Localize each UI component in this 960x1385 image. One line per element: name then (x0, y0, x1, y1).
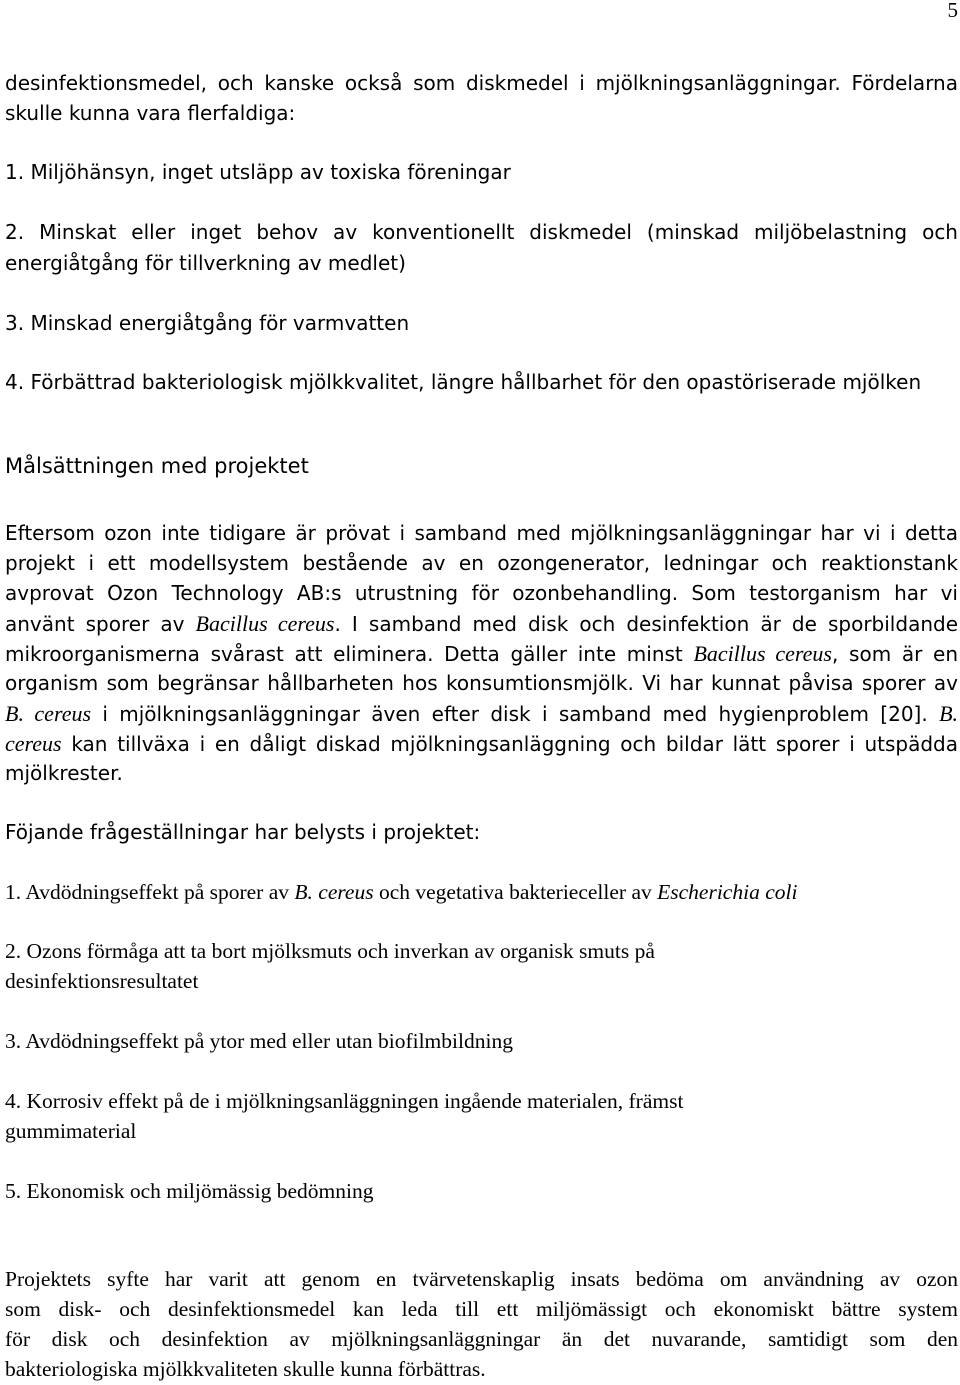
species-bacillus-cereus: Bacillus cereus (195, 611, 335, 636)
body-line-7-text-b: i mjölkningsanläggningar även efter disk i samband med hygienproblem [20]. (91, 702, 940, 726)
question-1-text-a: 1. Avdödningseffekt på sporer av (5, 880, 295, 904)
advantage-2-line-2: energiåtgång för tillverkning av medlet) (5, 251, 406, 275)
species-b-abbrev: B. (939, 701, 959, 726)
question-4-line-2: gummimaterial (5, 1119, 137, 1143)
question-1-text-c: och vegetativa bakterieceller av (373, 880, 658, 904)
species-escherichia-coli: Escherichia coli (657, 880, 798, 904)
body-line-6: organism som begränsar hållbarheten hos konsumtionsmjölk. Vi har kunnat påvisa sporer av (5, 671, 958, 695)
question-1 (5, 882, 797, 904)
species-cereus: cereus (5, 731, 62, 756)
intro-line-1: desinfektionsmedel, och kanske också som diskmedel i mjölkningsanläggningar. Fördelarna (5, 71, 958, 95)
body-line-9: mjölkrester. (5, 761, 123, 785)
body-line-2: projekt i ett modellsystem bestående av en ozongenerator, ledningar och reaktionstank (5, 551, 958, 575)
questions-intro: Föjande frågeställningar har belysts i projektet: (5, 820, 481, 844)
body-line-8-text-b: kan tillväxa i en dåligt diskad mjölkningsanläggning och bildar lätt sporer i utspädda (61, 732, 958, 756)
question-5: 5. Ekonomisk och miljömässig bedömning (5, 1179, 374, 1203)
conclusion-line-3: för disk och desinfektion av mjölkningsanläggningar än det nuvarande, samtidigt som den (5, 1327, 958, 1351)
advantage-2-line-1: 2. Minskat eller inget behov av konventionellt diskmedel (minskad miljöbelastning och (5, 220, 958, 244)
question-2-line-1: 2. Ozons förmåga att ta bort mjölksmuts och inverkan av organisk smuts på (5, 939, 655, 963)
body-line-8 (5, 733, 958, 755)
conclusion-line-2: som disk- och desinfektionsmedel kan leda till ett miljömässigt och ekonomiskt bättre system (5, 1297, 958, 1321)
page-number: 5 (947, 0, 958, 22)
question-2-line-2: desinfektionsresultatet (5, 969, 199, 993)
advantage-4: 4. Förbättrad bakteriologisk mjölkkvalitet, längre hållbarhet för den opastöriserade mjölken (5, 370, 922, 394)
species-b-cereus: B. cereus (5, 701, 92, 726)
species-b-cereus-q1: B. cereus (294, 880, 374, 904)
body-line-3: avprovat Ozon Technology AB:s utrustning för ozonbehandling. Som testorganism har vi (5, 581, 958, 605)
body-line-4 (5, 613, 958, 635)
conclusion-line-4: bakteriologiska mjölkkvaliteten skulle kunna förbättras. (5, 1357, 486, 1381)
body-line-7 (5, 703, 958, 725)
question-4-line-1: 4. Korrosiv effekt på de i mjölkningsanläggningen ingående materialen, främst (5, 1089, 684, 1113)
species-bacillus-cereus-2: Bacillus cereus (693, 641, 832, 666)
body-line-5-text-a: mikroorganismerna svårast att eliminera. Detta gäller inte minst (5, 642, 694, 666)
body-line-4-text-c: . I samband med disk och desinfektion är de sporbildande (334, 612, 958, 636)
body-line-1: Eftersom ozon inte tidigare är prövat i samband med mjölkningsanläggningar har vi i detta (5, 521, 958, 545)
body-line-5 (5, 643, 958, 665)
body-line-5-text-c: , som är en (832, 642, 959, 666)
advantage-3: 3. Minskad energiåtgång för varmvatten (5, 311, 410, 335)
question-3: 3. Avdödningseffekt på ytor med eller utan biofilmbildning (5, 1029, 513, 1053)
body-line-4-text-a: använt sporer av (5, 612, 196, 636)
conclusion-line-1: Projektets syfte har varit att genom en tvärvetenskaplig insats bedöma om användning av ozon (5, 1267, 958, 1291)
section-heading: Målsättningen med projektet (5, 454, 309, 478)
intro-line-2: skulle kunna vara flerfaldiga: (5, 101, 296, 125)
advantage-1: 1. Miljöhänsyn, inget utsläpp av toxiska föreningar (5, 160, 511, 184)
